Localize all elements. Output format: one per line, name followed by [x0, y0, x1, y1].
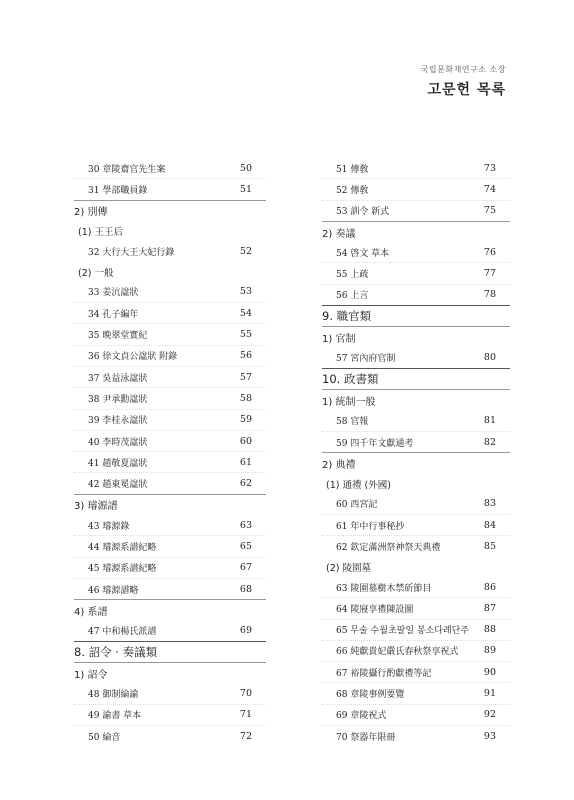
toc-entry — [322, 619, 510, 640]
entry-title: 49 諭書 草本 — [88, 711, 142, 722]
toc-entry — [322, 535, 510, 556]
entry-title: 42 趙東冕諡狀 — [88, 480, 148, 491]
page-number: 50 — [239, 162, 252, 174]
section-heading — [74, 494, 266, 515]
entry-title: 4) 系譜 — [74, 606, 108, 618]
section-heading — [74, 200, 266, 221]
entry-title: 57 宮內府官制 — [336, 354, 396, 365]
toc-entry — [74, 725, 266, 746]
category-heading — [322, 368, 510, 389]
entry-title: 56 上言 — [336, 291, 369, 302]
entry-title: 31 學部職員錄 — [88, 185, 148, 196]
page-number: 70 — [239, 688, 252, 700]
toc-entry — [322, 661, 510, 682]
toc-entry — [322, 242, 510, 262]
entry-title: 1) 詔令 — [74, 669, 108, 681]
toc-entry — [74, 345, 266, 366]
entry-title: 37 吳益泳諡狀 — [88, 373, 148, 384]
page-number: 67 — [239, 562, 252, 574]
page-number: 74 — [483, 183, 496, 195]
entry-title: 59 四千年文獻通考 — [336, 438, 414, 449]
page-number: 53 — [239, 286, 252, 298]
entry-title: 10. 政書類 — [322, 372, 379, 387]
page-number: 89 — [483, 645, 496, 657]
entry-title: 69 章陵祝式 — [336, 711, 387, 722]
entry-title: 32 大行大王大妃行錄 — [88, 247, 175, 258]
toc-entry — [322, 158, 510, 178]
page-number: 87 — [483, 602, 496, 614]
toc-entry — [322, 348, 510, 368]
page-number: 92 — [483, 709, 496, 721]
page-number: 55 — [239, 329, 252, 341]
entry-title: 52 傳敎 — [336, 185, 369, 196]
toc-entry — [74, 472, 266, 493]
toc-entry — [322, 200, 510, 221]
entry-title: 62 欽定滿洲祭神祭天典禮 — [336, 542, 441, 553]
page-number: 91 — [483, 688, 496, 700]
toc-entry — [74, 430, 266, 451]
toc-entry — [74, 683, 266, 703]
toc-entry — [74, 387, 266, 408]
page-number: 57 — [239, 371, 252, 383]
page-number: 88 — [483, 624, 496, 636]
entry-title: 45 璿源系譜紀略 — [88, 564, 157, 575]
toc-entry — [74, 409, 266, 430]
subsection-heading — [322, 557, 510, 577]
page-number: 61 — [239, 456, 252, 468]
page-number: 65 — [239, 540, 252, 552]
section-heading — [74, 662, 266, 683]
page-header — [421, 64, 506, 99]
page-number: 54 — [239, 307, 252, 319]
category-heading — [322, 305, 510, 326]
entry-title: 58 官報 — [336, 417, 369, 428]
entry-title: 54 啓文 草本 — [336, 248, 390, 259]
toc-entry — [74, 302, 266, 323]
page-number: 52 — [239, 245, 252, 257]
toc-entry — [74, 557, 266, 578]
entry-title: 60 西宮記 — [336, 500, 378, 511]
entry-title: 1) 統制一般 — [322, 396, 376, 408]
entry-title: 8. 詔令 · 奏議類 — [74, 644, 158, 659]
entry-title: (2) 一般 — [78, 267, 114, 279]
toc-entry — [322, 262, 510, 283]
entry-title: 65 무술 수월초팔일 봉소다례단주 — [336, 626, 470, 637]
toc-entry — [74, 178, 266, 199]
entry-title: 39 李桂永諡狀 — [88, 416, 148, 427]
toc-entry — [322, 640, 510, 661]
section-heading — [322, 452, 510, 473]
toc-entry — [322, 577, 510, 597]
page-number: 86 — [483, 581, 496, 593]
entry-title: 9. 職官類 — [322, 309, 372, 324]
entry-title: 30 章陵齋官先生案 — [88, 164, 166, 175]
page-number: 84 — [483, 519, 496, 531]
toc-entry — [74, 704, 266, 725]
page-number: 72 — [239, 730, 252, 742]
toc-entry — [74, 621, 266, 641]
entry-title: 2) 奏議 — [322, 228, 356, 240]
entry-title: 2) 典禮 — [322, 459, 356, 471]
entry-title: 2) 別傳 — [74, 207, 108, 219]
subsection-heading — [74, 221, 266, 241]
section-heading — [74, 599, 266, 620]
entry-title: 68 章陵事例要覽 — [336, 690, 405, 701]
entry-title: 34 孔子編年 — [88, 309, 139, 320]
toc-entry — [74, 535, 266, 556]
entry-title: 66 純獻貴妃嚴氏春秋祭享祝式 — [336, 647, 459, 658]
entry-title: 43 璿源錄 — [88, 521, 130, 532]
subsection-heading — [74, 261, 266, 281]
page-number: 81 — [483, 415, 496, 427]
toc-entry — [74, 323, 266, 344]
toc-entry — [74, 241, 266, 261]
toc-entry — [74, 451, 266, 472]
page-number: 58 — [239, 392, 252, 404]
page-number: 62 — [239, 478, 252, 490]
page-number: 68 — [239, 583, 252, 595]
right-column — [322, 158, 510, 746]
page-number: 83 — [483, 498, 496, 510]
entry-title: 64 陵寢享禮陳設圖 — [336, 604, 414, 615]
entry-title: 48 御制綸諭 — [88, 690, 139, 701]
toc-entry — [322, 597, 510, 618]
toc-entry — [74, 282, 266, 302]
entry-title: 38 尹承勳諡狀 — [88, 394, 148, 405]
header-title: 고문헌 목록 — [427, 82, 506, 98]
page-number: 73 — [483, 162, 496, 174]
entry-title: 61 年中行事秘抄 — [336, 521, 405, 532]
toc-entry — [74, 158, 266, 178]
toc-entry — [322, 514, 510, 535]
page-number: 85 — [483, 540, 496, 552]
page-number: 59 — [239, 414, 252, 426]
entry-title: (1) 王王后 — [78, 227, 123, 239]
entry-title: 3) 璿源譜 — [74, 501, 118, 513]
toc-entry — [322, 411, 510, 431]
entry-title: 51 傳敎 — [336, 164, 369, 175]
entry-title: 36 徐文貞公諡狀 附錄 — [88, 352, 178, 363]
entry-title: 53 訓令 新式 — [336, 207, 390, 218]
entry-title: 44 璿源系譜紀略 — [88, 542, 157, 553]
section-heading — [322, 389, 510, 410]
entry-title: (2) 陵園墓 — [326, 562, 371, 574]
page-number: 56 — [239, 350, 252, 362]
entry-title: 47 中和楊氏派譜 — [88, 627, 157, 638]
page-number: 71 — [239, 709, 252, 721]
subsection-heading — [322, 473, 510, 493]
section-heading — [322, 326, 510, 347]
toc-entry — [322, 725, 510, 746]
toc-entry — [322, 494, 510, 514]
entry-title: 41 趙敬夏諡狀 — [88, 458, 148, 469]
page-number: 77 — [483, 268, 496, 280]
header-subtitle: 국립문화재연구소 소장 — [420, 65, 506, 74]
page-number: 82 — [483, 436, 496, 448]
toc-entry — [322, 704, 510, 725]
toc-entry — [322, 431, 510, 452]
entry-title: 33 姜沆諡狀 — [88, 288, 139, 299]
toc-entry — [322, 284, 510, 305]
page-number: 69 — [239, 625, 252, 637]
toc-entry — [74, 578, 266, 599]
entry-title: 55 上疏 — [336, 270, 369, 281]
entry-title: 35 晩翠堂實紀 — [88, 331, 148, 342]
page-number: 75 — [483, 205, 496, 217]
entry-title: 67 裕陵攝行酌獻禮等記 — [336, 668, 432, 679]
entry-title: 40 李時茂諡狀 — [88, 437, 148, 448]
section-heading — [322, 221, 510, 242]
page-number: 80 — [483, 352, 496, 364]
entry-title: 1) 官制 — [322, 334, 356, 346]
page-number: 76 — [483, 246, 496, 258]
page-number: 93 — [483, 730, 496, 742]
toc-entry — [322, 178, 510, 199]
page-number: 60 — [239, 435, 252, 447]
page-number: 63 — [239, 519, 252, 531]
page-number: 51 — [239, 183, 252, 195]
left-column — [74, 158, 266, 746]
page-number: 90 — [483, 666, 496, 678]
entry-title: 46 璿源譜略 — [88, 585, 139, 596]
toc-entry — [322, 682, 510, 703]
page-number: 78 — [483, 289, 496, 301]
toc-entry — [74, 366, 266, 387]
entry-title: (1) 通禮 (外國) — [326, 479, 391, 491]
category-heading — [74, 641, 266, 662]
entry-title: 50 綸音 — [88, 732, 121, 743]
entry-title: 63 陵園墓樹木禁斫節目 — [336, 583, 432, 594]
entry-title: 70 祭器年限冊 — [336, 732, 396, 743]
toc-entry — [74, 515, 266, 535]
